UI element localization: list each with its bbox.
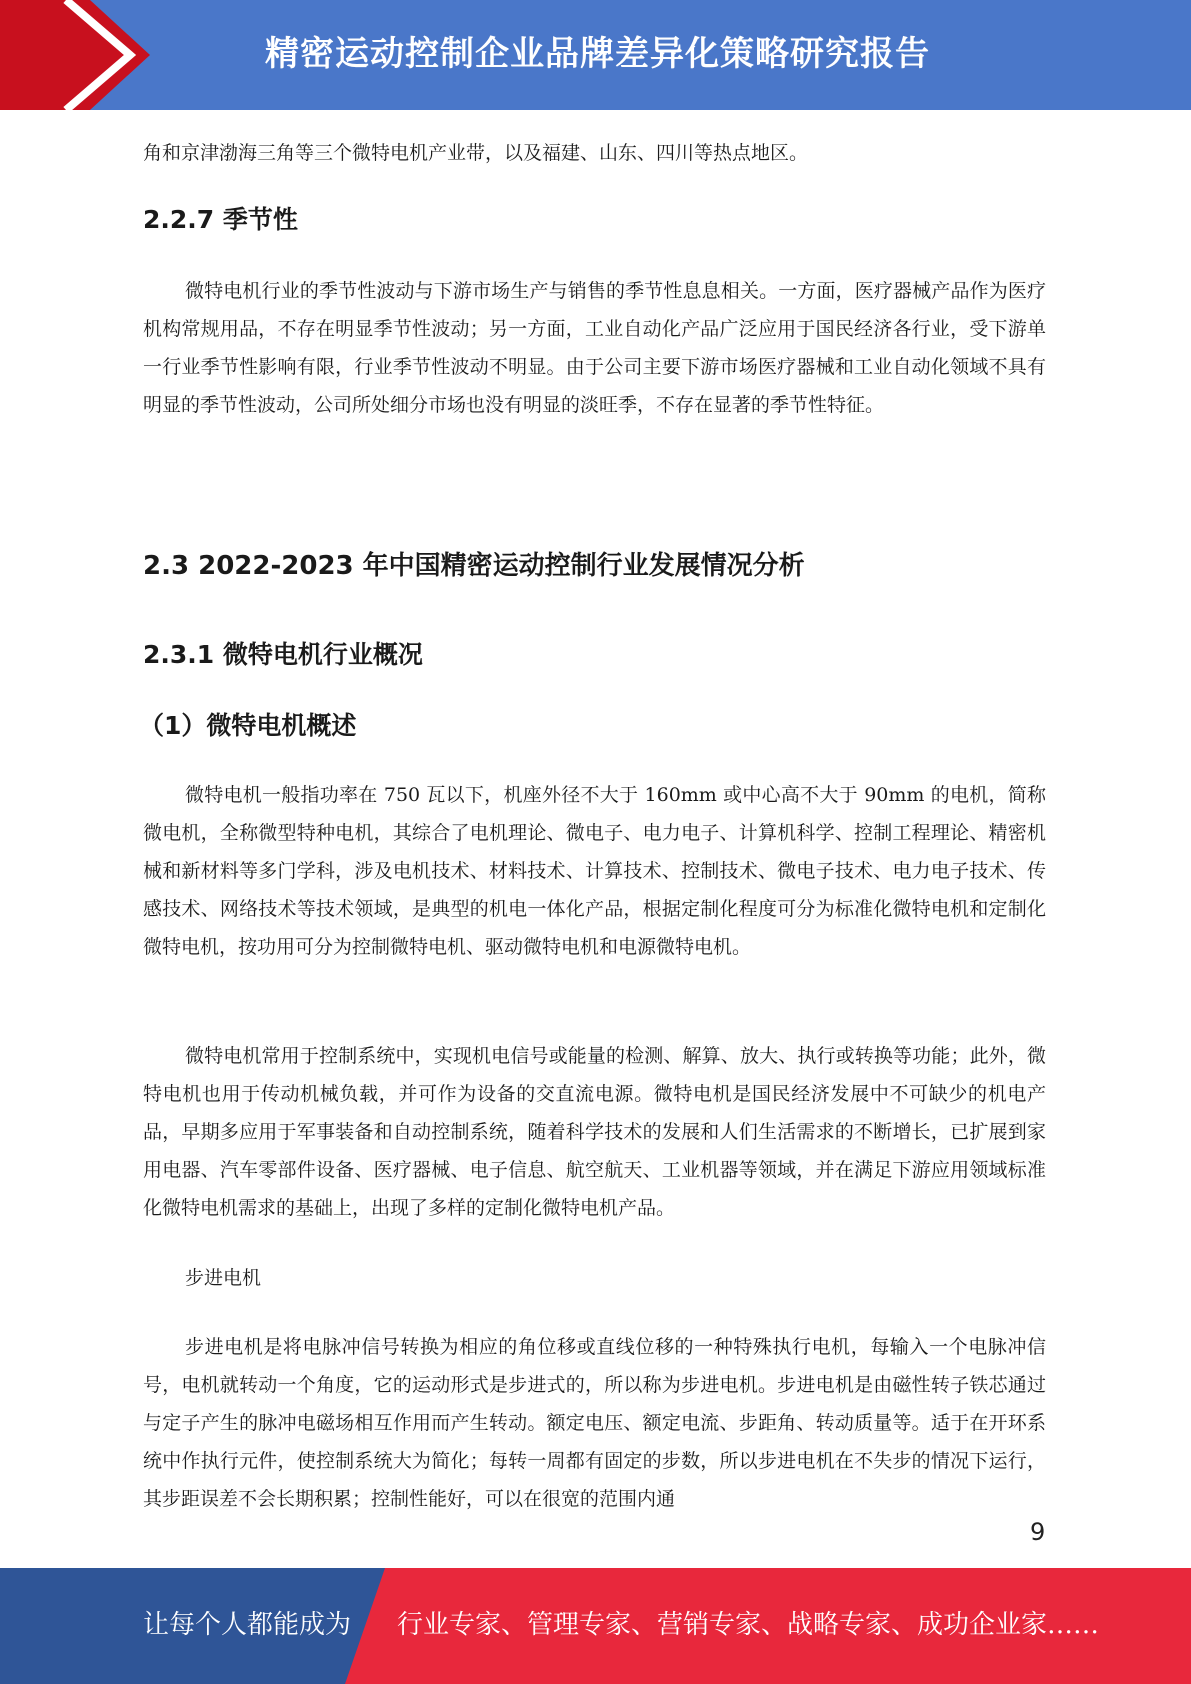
subsection-heading-micro-motor-overview: （1）微特电机概述 — [139, 711, 357, 740]
paragraph-intro-tail: 角和京津渤海三角等三个微特电机产业带，以及福建、山东、四川等热点地区。 — [143, 142, 809, 164]
paragraph-stepper-motor: 步进电机是将电脉冲信号转换为相应的角位移或直线位移的一种特殊执行电机，每输入一个电脉冲信号，电机就转动一个角度，它的运动形式是步进式的，所以称为步进电机。步进电机是由磁性转子铁芯通过与定子产生的脉冲电磁场相互作用而产生转动。额定电压、额定电流、步距角、转动质量等。适于在开环系统中作执行元件，使控制系统大为简化；每转一周都有固定的步数，所以步进电机在不失步的情况下运行，其步距误差不会长期积累；控制性能好，可以在很宽的范围内通 — [143, 1336, 1046, 1510]
paragraph-micro-motor-applications: 微特电机常用于控制系统中，实现机电信号或能量的检测、解算、放大、执行或转换等功能；此外，微特电机也用于传动机械负载，并可作为设备的交直流电源。微特电机是国民经济发展中不可缺少的机电产品，早期多应用于军事装备和自动控制系统，随着科学技术的发展和人们生活需求的不断增长，已扩展到家用电器、汽车零部件设备、医疗器械、电子信息、航空航天、工业机器等领域，并在满足下游应用领域标准化微特电机需求的基础上，出现了多样的定制化微特电机产品。 — [143, 1045, 1046, 1219]
page-number: 9 — [1030, 1518, 1046, 1546]
footer-slogan-right: 行业专家、管理专家、营销专家、战略专家、成功企业家…… — [397, 1610, 1100, 1640]
page-header — [0, 0, 1191, 110]
paragraph-micro-motor-definition: 微特电机一般指功率在 750 瓦以下，机座外径不大于 160mm 或中心高不大于 90mm 的电机，简称微电机，全称微型特种电机，其综合了电机理论、微电子、电力电子、计算机科学、控制工程理论、精密机械和新材料等多门学科，涉及电机技术、材料技术、计算技术、控制技术、微电子技术、电力电子技术、传感技术、网络技术等技术领域，是典型的机电一体化产品，根据定制化程度可分为标准化微特电机和定制化微特电机，按功用可分为控制微特电机、驱动微特电机和电源微特电机。 — [143, 784, 1046, 958]
section-heading-2-3: 2.3 2022-2023 年中国精密运动控制行业发展情况分析 — [143, 551, 805, 581]
report-title: 精密运动控制企业品牌差异化策略研究报告 — [265, 34, 930, 74]
page-footer — [0, 1568, 1191, 1684]
section-heading-2-3-1: 2.3.1 微特电机行业概况 — [143, 640, 423, 669]
paragraph-seasonality: 微特电机行业的季节性波动与下游市场生产与销售的季节性息息相关。一方面，医疗器械产品作为医疗机构常规用品，不存在明显季节性波动；另一方面，工业自动化产品广泛应用于国民经济各行业，受下游单一行业季节性影响有限，行业季节性波动不明显。由于公司主要下游市场医疗器械和工业自动化领域不具有明显的季节性波动，公司所处细分市场也没有明显的淡旺季，不存在显著的季节性特征。 — [143, 280, 1046, 416]
section-heading-2-2-7: 2.2.7 季节性 — [143, 205, 298, 234]
footer-slogan-left: 让每个人都能成为 — [143, 1610, 352, 1640]
label-stepper-motor: 步进电机 — [185, 1267, 262, 1289]
